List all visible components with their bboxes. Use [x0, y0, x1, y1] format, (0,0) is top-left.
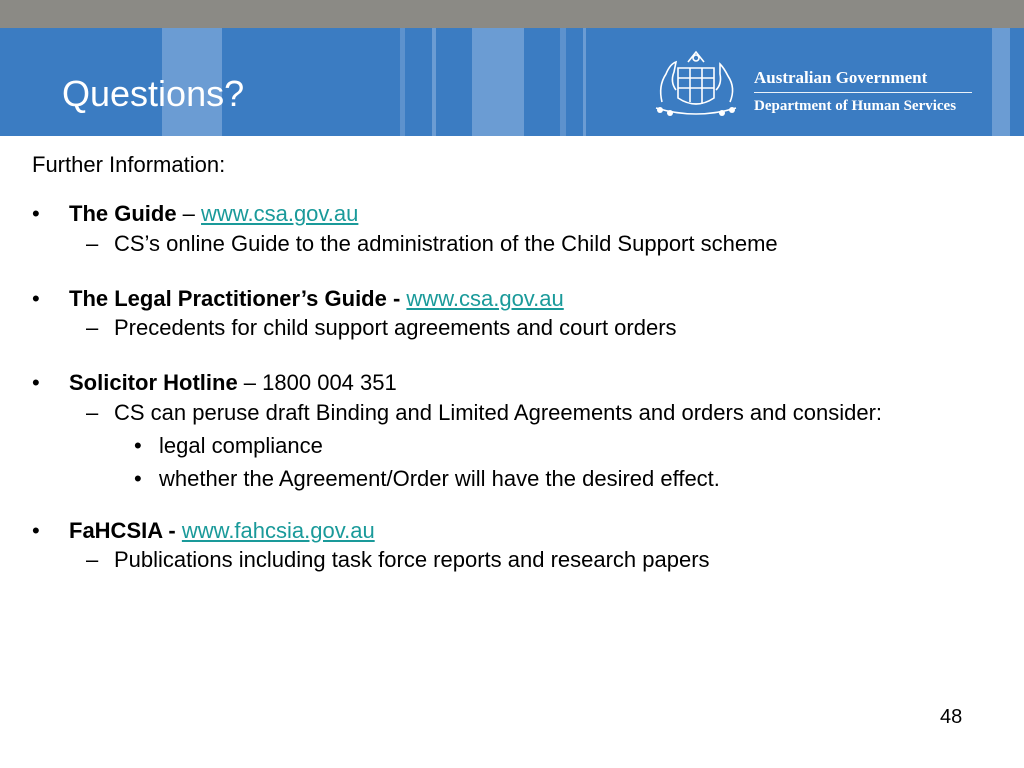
list-item: • Solicitor Hotline – 1800 004 351: [32, 370, 397, 396]
fahcsia-link[interactable]: www.fahcsia.gov.au: [181, 517, 375, 543]
item-label: The Legal Practitioner’s Guide -: [69, 285, 401, 311]
guide-link[interactable]: www.csa.gov.au: [201, 201, 359, 227]
sub-item: – CS’s online Guide to the administration of the Child Support scheme: [86, 230, 778, 256]
sub-item: – Publications including task force reports and research papers: [86, 546, 710, 572]
slide-title: Questions?: [62, 73, 245, 114]
sub-sub-item: • whether the Agreement/Order will have the desired effect.: [134, 466, 720, 492]
item-label: FaHCSIA -: [69, 517, 176, 543]
list-item: [32, 286, 992, 311]
item-label: Solicitor Hotline: [69, 370, 238, 396]
department-name: Department of Human Services: [754, 98, 957, 114]
sub-sub-item: • legal compliance: [134, 433, 323, 459]
legal-guide-link[interactable]: www.csa.gov.au: [406, 285, 564, 311]
logo-divider: [754, 92, 972, 93]
dash-marker: –: [86, 315, 99, 341]
bullet-marker: •: [32, 370, 40, 396]
dash-marker: –: [86, 399, 99, 425]
gov-name: Australian Government: [754, 68, 928, 87]
bullet-marker: •: [32, 517, 40, 543]
bullet-marker: •: [134, 466, 142, 492]
coat-of-arms-icon: [648, 46, 744, 122]
sub-item: – CS can peruse draft Binding and Limited Agreements and orders and consider:: [86, 399, 883, 425]
bullet-marker: •: [32, 201, 40, 227]
intro-text: Further Information:: [32, 152, 226, 177]
bullet-marker: •: [134, 433, 142, 459]
top-gray-strip: [0, 0, 1024, 28]
list-item: [32, 518, 992, 543]
sub-item: – Precedents for child support agreements and court orders: [86, 315, 677, 341]
dash-marker: –: [86, 230, 99, 256]
dash-marker: –: [86, 546, 99, 572]
bullet-marker: •: [32, 285, 40, 311]
page-number: 48: [940, 706, 963, 728]
slide-body: [32, 152, 992, 572]
list-item: • The Guide – www.csa.gov.au: [32, 201, 359, 227]
hotline-number: 1800 004 351: [262, 370, 397, 396]
item-label: The Guide: [69, 201, 177, 227]
